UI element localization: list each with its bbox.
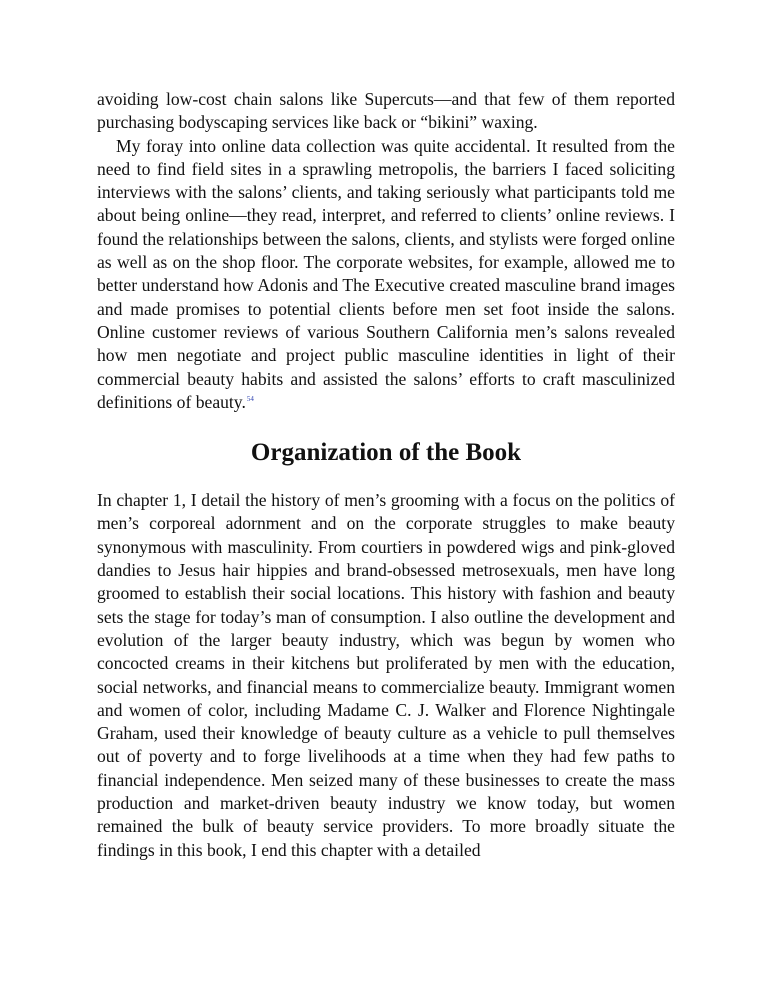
section-heading: Organization of the Book [250, 439, 522, 467]
paragraph-chapter-one: In chapter 1, I detail the history of men’s grooming with a focus on the politics of men’s corporeal adornment and on the corporate struggles to make beauty synonymous with masculinity. From courtiers in powdered wigs and pink-gloved dandies to Jesus hair hippies and brand-obsessed metrosexuals, men have long groomed to establish their social locations. This history with fashion and beauty sets the stage for today’s man of consumption. I also outline the development and evolution of the larger beauty industry, which was begun by women who concocted creams in their kitchens but proliferated by men with the education, social networks, and financial means to commercialize beauty. Immigrant women and women of color, including Madame C. J. Walker and Florence Nightingale Graham, used their knowledge of beauty culture as a vehicle to pull themselves out of poverty and to forge livelihoods at a time when they had few paths to financial independence. Men seized many of these businesses to create the mass production and market-driven beauty industry we know today, but women remained the bulk of beauty service providers. To more broadly situate the findings in this book, I end this chapter with a detailed [97, 490, 675, 860]
paragraph-online-data-text: My foray into online data collection was quite accidental. It resulted from the need to find field sites in a sprawling metropolis, the barriers I faced soliciting interviews with the salons’ clients, and taking seriously what participants told me about being online—they read, interpret, and referred to clients’ online reviews. I found the relationships between the salons, clients, and stylists were forged online as well as on the shop floor. The corporate websites, for example, allowed me to better understand how Adonis and The Executive created masculine brand images and made promises to potential clients before men set foot inside the salons. Online customer reviews of various Southern California men’s salons revealed how men negotiate and project public masculine identities in light of their commercial beauty habits and assisted the salons’ efforts to craft masculinized definitions of beauty. [97, 135, 675, 412]
paragraph-online-data [97, 135, 675, 415]
footnote-link[interactable]: 54 [246, 395, 254, 403]
paragraph-continuation: avoiding low-cost chain salons like Supercuts—and that few of them reported purchasing bodyscaping services like back or “bikini” waxing. [97, 89, 675, 133]
book-page [97, 88, 675, 862]
